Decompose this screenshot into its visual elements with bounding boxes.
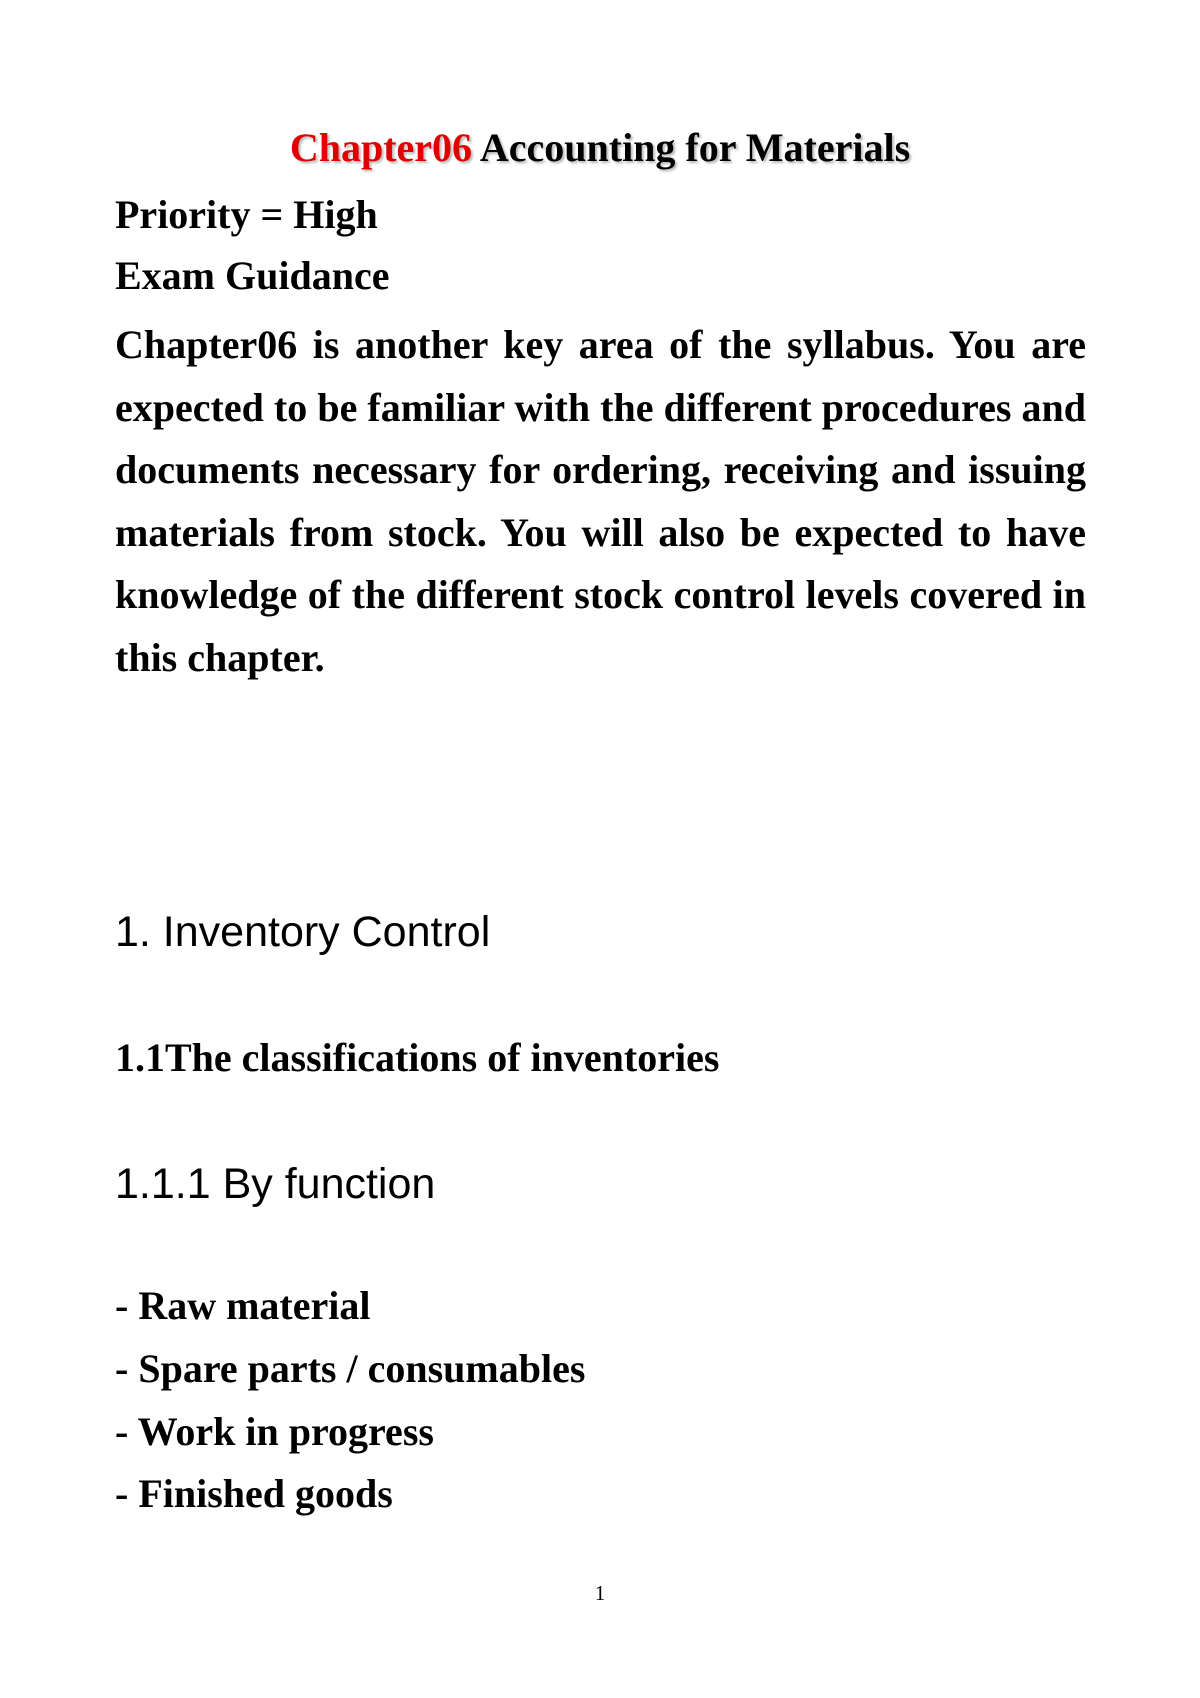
exam-guidance-heading: Exam Guidance [115, 253, 390, 298]
title-text: Accounting for Materials [472, 125, 911, 170]
title-chapter-label: Chapter06 [289, 125, 473, 170]
list-item: - Spare parts / consumables [115, 1346, 586, 1391]
priority-line: Priority = High [115, 192, 378, 237]
list-item: - Work in progress [115, 1409, 434, 1454]
page-number: 1 [594, 1581, 606, 1605]
section-heading-inventory-control: 1. Inventory Control [115, 908, 491, 956]
list-item: - Raw material [115, 1283, 371, 1328]
subsubsection-heading-by-function: 1.1.1 By function [115, 1160, 436, 1208]
subsection-heading-classifications: 1.1The classifications of inventories [115, 1035, 720, 1080]
list-item: - Finished goods [115, 1471, 393, 1516]
exam-guidance-paragraph: Chapter06 is another key area of the syllabus. You are expected to be familiar with the different procedures and documents necessary for ordering, receiving and issuing materials from stock. You will also be expected to have knowledge of the different stock control levels covered in this chapter. [115, 322, 1086, 680]
document-title [0, 124, 1200, 172]
